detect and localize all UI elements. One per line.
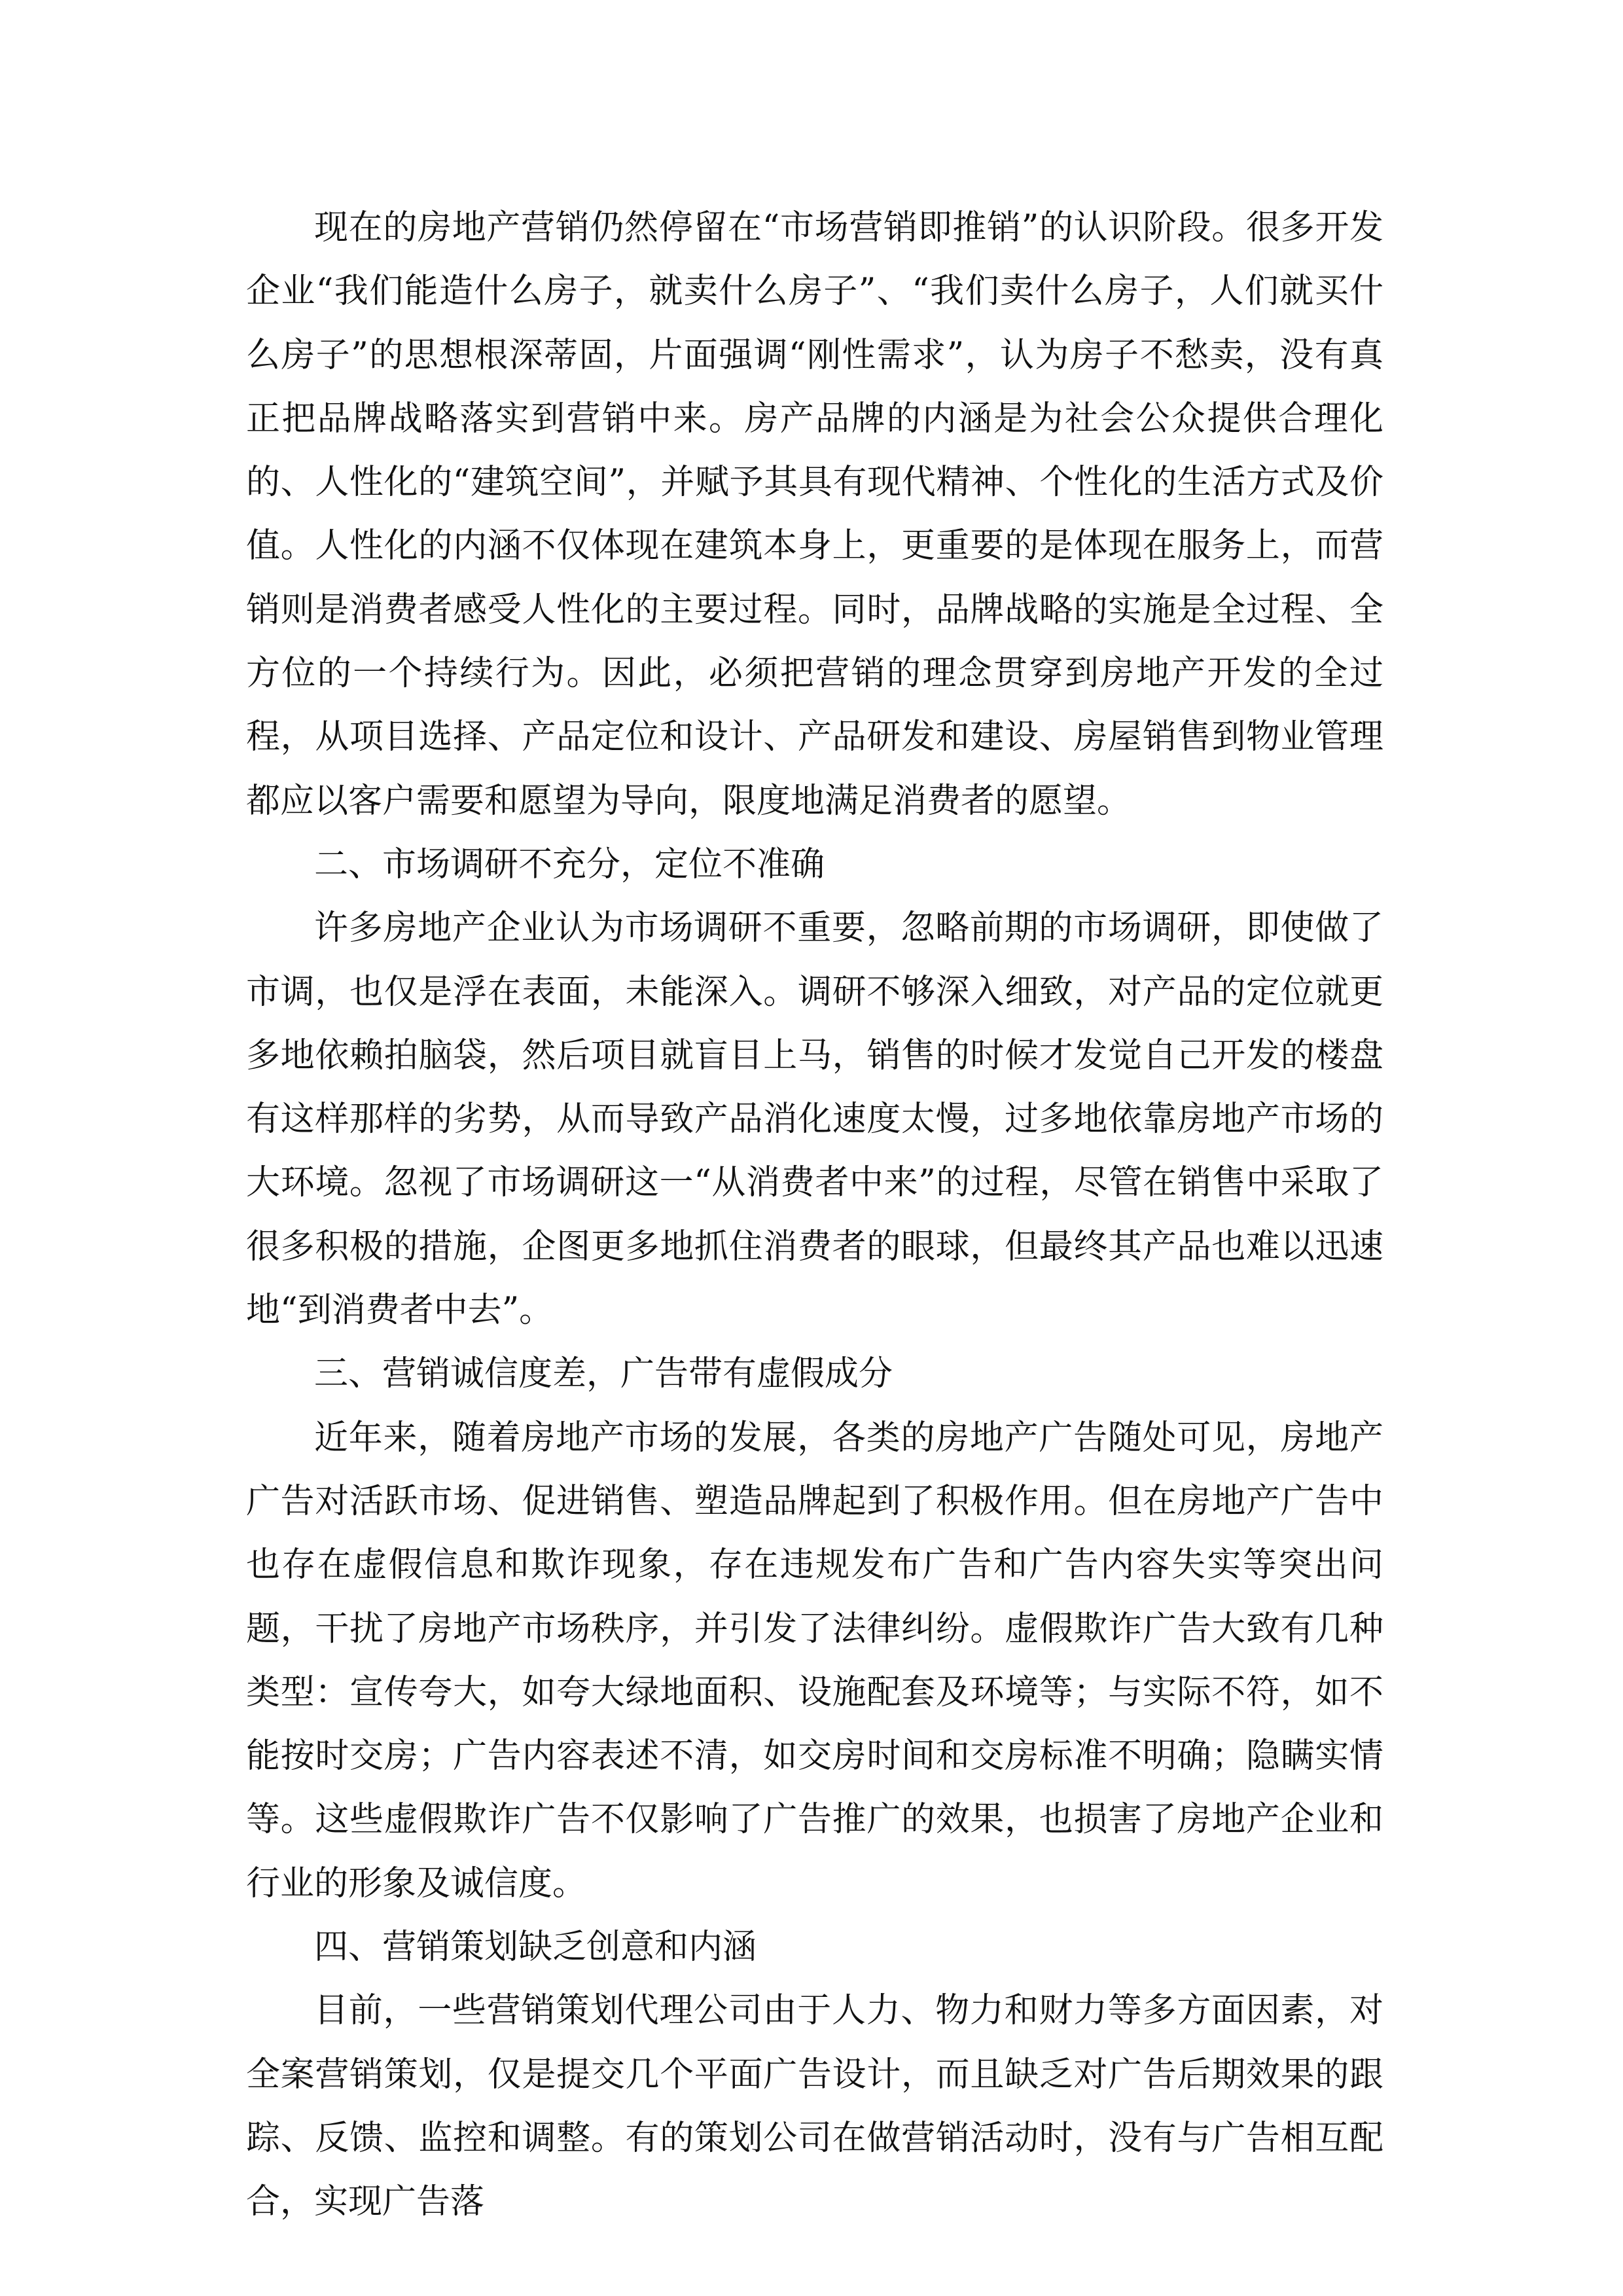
- paragraph-market-research: 许多房地产企业认为市场调研不重要，忽略前期的市场调研，即使做了市调，也仅是浮在表面，未能深入。调研不够深入细致，对产品的定位就更多地依赖拍脑袋，然后项目就盲目上马，销售的时候才发觉自己开发的楼盘有这样那样的劣势，从而导致产品消化速度太慢，过多地依靠房地产市场的大环境。忽视了市场调研这一“从消费者中来”的过程，尽管在销售中采取了很多积极的措施，企图更多地抓住消费者的眼球，但最终其产品也难以迅速地“到消费者中去”。: [246, 908, 1383, 1331]
- document-body: [246, 196, 1383, 2234]
- section-heading-market-research: 二、市场调研不充分，定位不准确: [314, 844, 825, 884]
- paragraph-branding: 现在的房地产营销仍然停留在“市场营销即推销”的认识阶段。很多开发企业“我们能造什么房子，就卖什么房子”、“我们卖什么房子，人们就买什么房子”的思想根深蒂固，片面强调“刚性需求”，认为房子不愁卖，没有真正把品牌战略落实到营销中来。房产品牌的内涵是为社会公众提供合理化的、人性化的“建筑空间”，并赋予其具有现代精神、个性化的生活方式及价值。人性化的内涵不仅体现在建筑本身上，更重要的是体现在服务上，而营销则是消费者感受人性化的主要过程。同时，品牌战略的实施是全过程、全方位的一个持续行为。因此，必须把营销的理念贯穿到房地产开发的全过程，从项目选择、产品定位和设计、产品研发和建设、房屋销售到物业管理都应以客户需要和愿望为导向，限度地满足消费者的愿望。: [246, 208, 1383, 821]
- section-heading-integrity: 三、营销诚信度差，广告带有虚假成分: [314, 1354, 893, 1394]
- paragraph-planning: 目前，一些营销策划代理公司由于人力、物力和财力等多方面因素，对全案营销策划，仅是提交几个平面广告设计，而且缺乏对广告后期效果的跟踪、反馈、监控和调整。有的策划公司在做营销活动时，没有与广告相互配合，实现广告落: [246, 1991, 1383, 2222]
- paragraph-integrity: 近年来，随着房地产市场的发展，各类的房地产广告随处可见，房地产广告对活跃市场、促进销售、塑造品牌起到了积极作用。但在房地产广告中也存在虚假信息和欺诈现象，存在违规发布广告和广告内容失实等突出问题，干扰了房地产市场秩序，并引发了法律纠纷。虚假欺诈广告大致有几种类型：宣传夸大，如夸大绿地面积、设施配套及环境等；与实际不符，如不能按时交房；广告内容表述不清，如交房时间和交房标准不明确；隐瞒实情等。这些虚假欺诈广告不仅影响了广告推广的效果，也损害了房地产企业和行业的形象及诚信度。: [246, 1418, 1383, 1903]
- section-heading-planning: 四、营销策划缺乏创意和内涵: [314, 1928, 757, 1967]
